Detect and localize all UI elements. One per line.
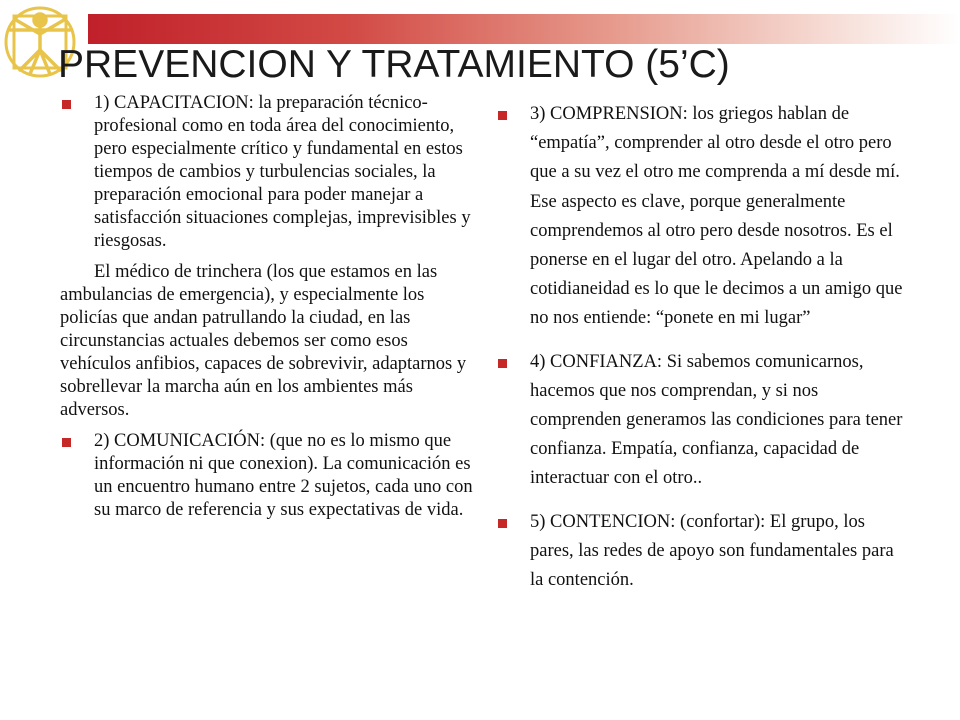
list-item-comprension [496,100,906,334]
item-text: 5) CONTENCION: (confortar): El grupo, los pares, las redes de apoyo son fundamentales para la contención. [530,511,894,591]
square-bullet-icon [62,100,71,109]
item-text: 2) COMUNICACIÓN: (que no es lo mismo que información ni que conexion). La comunicación es un encuentro humano entre 2 sujetos, cada uno con su marco de referencia y sus expectativas de vida. [94,431,473,520]
right-column [496,100,906,609]
list-item-confianza [496,348,906,494]
square-bullet-icon [498,359,507,368]
paragraph-medico-trinchera: El médico de trinchera (los que estamos en las ambulancias de emergencia), y especialmente los policías que andan patrullando la ciudad, en las circunstancias actuales debemos ser como esos vehículos anfibios, capaces de sobrevivir, adaptarnos y sobrellevar la marcha aún en los ambientes más adversos. [60,262,467,420]
list-item-capacitacion [60,92,474,253]
left-column [60,92,474,522]
item-text: 4) CONFIANZA: Si sabemos comunicarnos, hacemos que nos comprendan, y si nos comprenden generamos las condiciones para tener confianza. Empatía, confianza, capacidad de interactuar con el otro.. [530,351,903,489]
square-bullet-icon [498,111,507,120]
item-text: 3) COMPRENSION: los griegos hablan de “empatía”, comprender al otro desde el otro pero que a su vez el otro me comprenda a mí desde mí. Ese aspecto es clave, porque generalmente comprendemos al otro pero desde nosotros. Es el ponerse en el lugar del otro. Apelando a la cotidianeidad es lo que le decimos a un amigo que no nos entiende: “ponete en mi lugar” [530,104,903,329]
list-item-comunicacion [60,430,474,522]
square-bullet-icon [62,438,71,447]
square-bullet-icon [498,519,507,528]
item-text: 1) CAPACITACION: la preparación técnico-profesional como en toda área del conocimiento, pero especialmente crítico y fundamental en estos tiempos de cambios y turbulencias sociales, la preparación emocional para poder manejar a satisfacción situaciones complejas, imprevisibles y riesgosas. [94,93,471,251]
header-gradient-band [88,14,960,44]
slide-title: PREVENCION Y TRATAMIENTO (5’C) [58,43,730,86]
list-item-contencion [496,508,906,596]
